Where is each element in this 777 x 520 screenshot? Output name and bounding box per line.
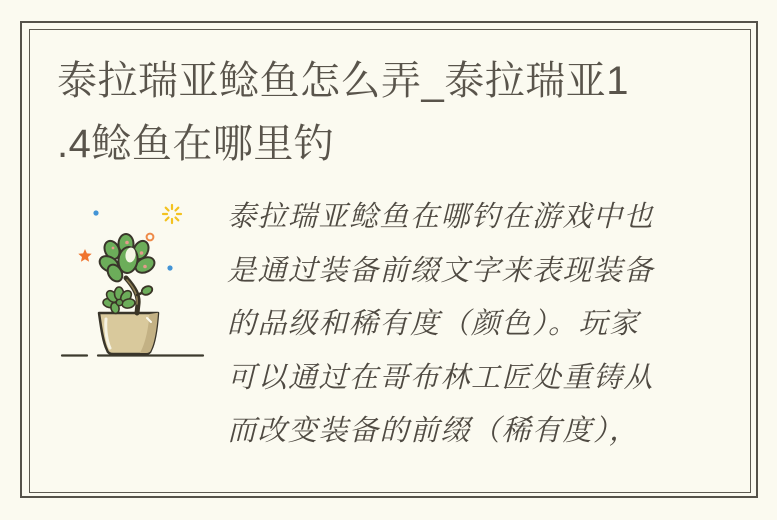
blue-dot-icon	[93, 210, 98, 215]
potted-plant-illustration	[57, 192, 207, 362]
body-text-line: 的品级和稀有度（颜色）。玩家	[227, 306, 640, 340]
title-line: 泰拉瑞亚鲶鱼怎么弄_泰拉瑞亚1	[57, 59, 629, 103]
blue-dot-icon	[167, 265, 172, 270]
sunburst-icon	[163, 205, 181, 223]
article-body-paragraph	[227, 190, 667, 458]
small-succulent-rosette	[102, 287, 135, 314]
orange-ring-icon	[147, 234, 154, 241]
title-line: .4鲶鱼在哪里钓	[57, 122, 335, 166]
body-text-line: 可以通过在哥布林工匠处重铸从	[227, 359, 655, 394]
body-text-line: 而改变装备的前缀（稀有度），	[227, 413, 640, 447]
article-title	[57, 50, 697, 176]
body-text-line: 泰拉瑞亚鲶鱼在哪钓在游戏中也	[227, 199, 655, 233]
stem-leaf	[140, 285, 153, 297]
flower-pot	[99, 313, 158, 354]
orange-star-icon	[78, 249, 91, 262]
body-text-line: 是通过装备前缀文字来表现装备	[227, 252, 655, 287]
